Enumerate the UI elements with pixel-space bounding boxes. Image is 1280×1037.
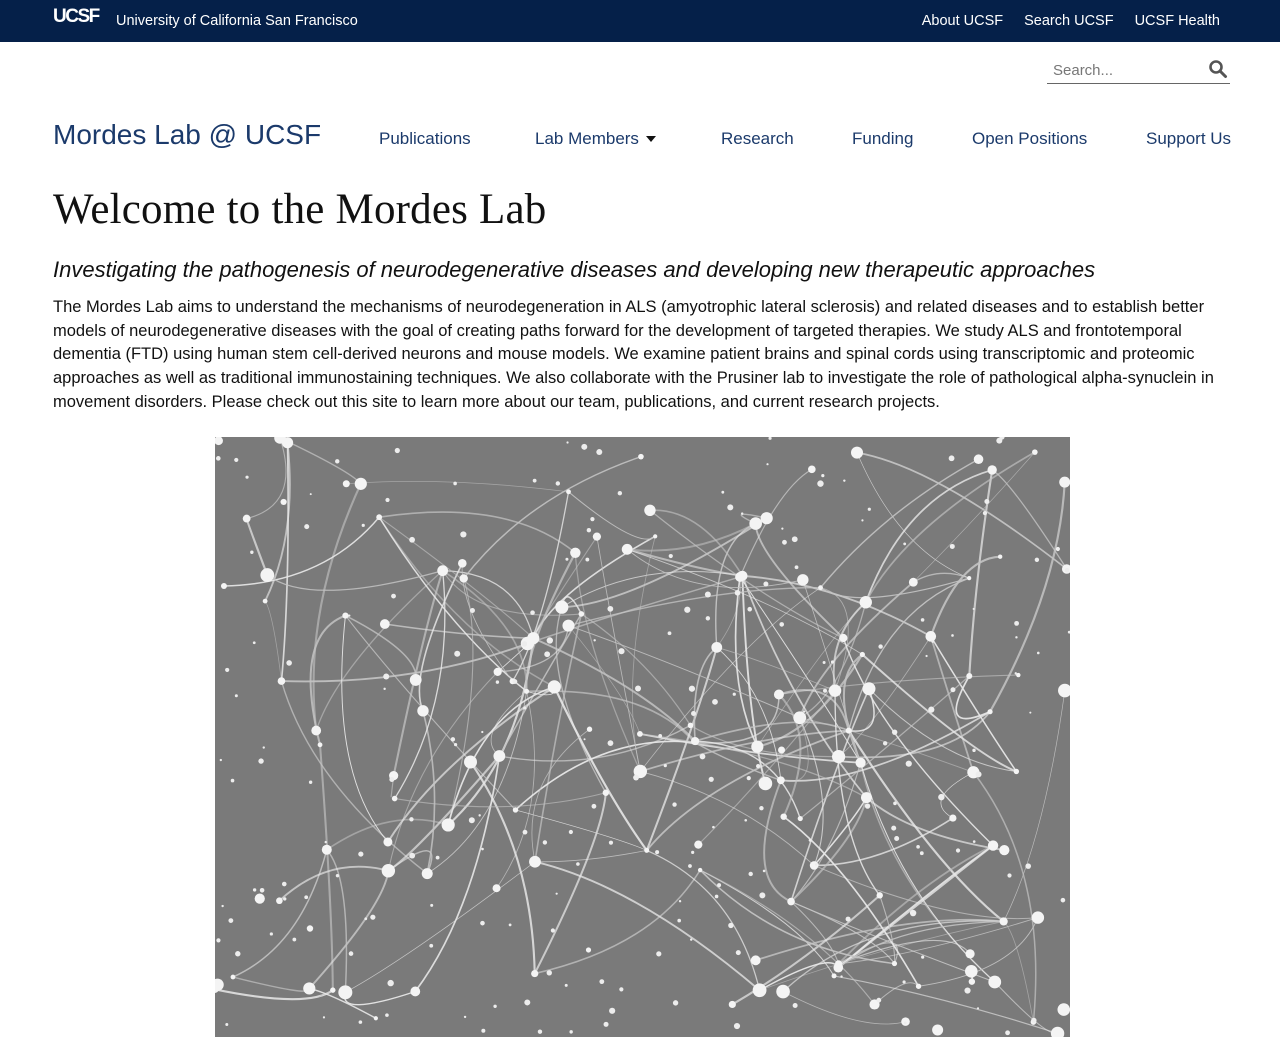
neuron-microscopy-image: [215, 437, 1070, 1037]
nav-funding[interactable]: [852, 129, 913, 149]
nav-open-positions[interactable]: [972, 129, 1087, 149]
nav-label: Publications: [379, 129, 471, 148]
nav-label: Support Us: [1146, 129, 1232, 148]
nav-label: Open Positions: [972, 129, 1088, 148]
neuron-network-graphic: [215, 437, 1070, 1037]
page-subtitle: Investigating the pathogenesis of neurodegenerative diseases and developing new therapeutic approaches: [53, 257, 1096, 282]
main-nav: [379, 129, 1231, 151]
search-ucsf-link[interactable]: Search UCSF: [1024, 13, 1114, 29]
university-name-link[interactable]: University of California San Francisco: [116, 13, 358, 29]
ucsf-top-bar: [0, 0, 1280, 42]
about-ucsf-link[interactable]: About UCSF: [921, 13, 1004, 29]
top-links: [922, 13, 1220, 29]
search-input[interactable]: [1053, 60, 1203, 80]
nav-label: Funding: [852, 129, 914, 148]
caret-down-icon: [646, 136, 656, 142]
site-search: [1047, 56, 1230, 84]
site-title[interactable]: Mordes Lab @ UCSF: [53, 119, 322, 150]
nav-label: Lab Members: [535, 129, 639, 148]
page-title: Welcome to the Mordes Lab: [53, 186, 547, 233]
nav-publications[interactable]: [379, 129, 471, 149]
intro-paragraph: The Mordes Lab aims to understand the mechanisms of neurodegeneration in ALS (amyotrophic lateral sclerosis) and related diseases and to establish better models of neurodegenerative diseases with the goal of creating paths forward for the development of targeted therapies. We study ALS and frontotemporal dementia (FTD) using human stem cell-derived neurons and mouse models. We examine patient brains and spinal cords using transcriptomic and proteomic approaches as well as traditional immunostaining techniques. We also collaborate with the Prusiner lab to investigate the role of pathological alpha-synuclein in movement disorders. Please check out this site to learn more about our team, publications, and current research projects.: [53, 298, 1214, 411]
nav-label: Research: [721, 129, 794, 148]
ucsf-logo[interactable]: UCSF: [53, 6, 99, 27]
nav-support-us[interactable]: [1146, 129, 1231, 149]
search-icon[interactable]: [1208, 59, 1228, 79]
nav-research[interactable]: [721, 129, 794, 149]
nav-lab-members[interactable]: [535, 129, 656, 149]
ucsf-health-link[interactable]: UCSF Health: [1134, 13, 1220, 29]
